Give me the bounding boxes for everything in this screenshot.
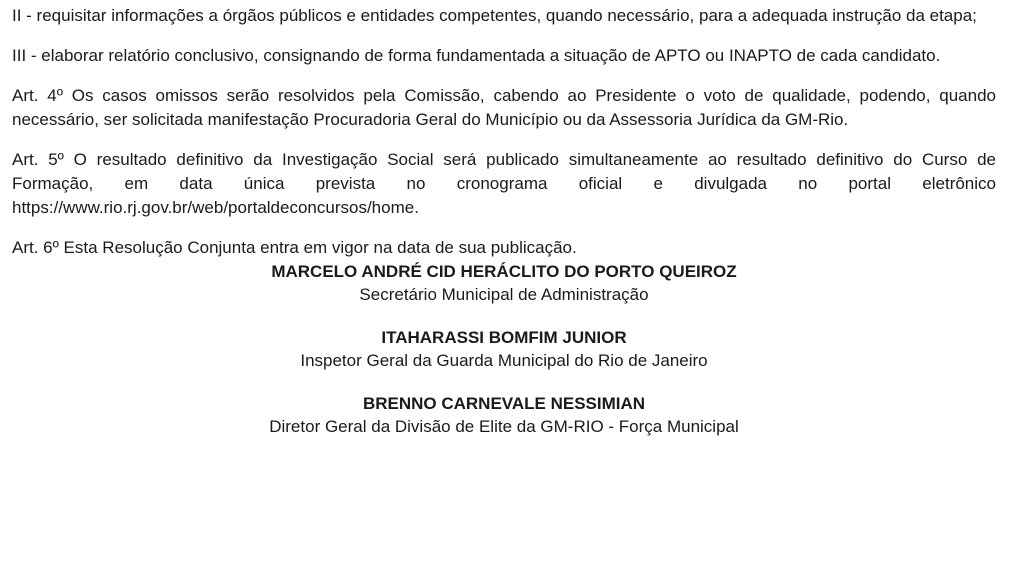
paragraph-item-iii: III - elaborar relatório conclusivo, consignando de forma fundamentada a situação de APTO ou INAPTO de cada candidato.: [12, 46, 941, 65]
signatory-name: ITAHARASSI BOMFIM JUNIOR: [381, 328, 627, 347]
paragraph-art-6: Art. 6º Esta Resolução Conjunta entra em vigor na data de sua publicação.: [12, 238, 577, 257]
document-body: [12, 4, 996, 438]
signatory-role: Secretário Municipal de Administração: [359, 285, 649, 304]
signatory-role: Inspetor Geral da Guarda Municipal do Rio de Janeiro: [300, 351, 708, 370]
paragraph-item-ii: II - requisitar informações a órgãos públicos e entidades competentes, quando necessário, para a adequada instrução da etapa;: [12, 6, 977, 25]
signatory-name: MARCELO ANDRÉ CID HERÁCLITO DO PORTO QUEIROZ: [271, 262, 737, 281]
signature-spacer: [12, 372, 996, 392]
signatory-role: Diretor Geral da Divisão de Elite da GM-RIO - Força Municipal: [269, 417, 739, 436]
signature-spacer: [12, 306, 996, 326]
signature-block: [12, 260, 996, 438]
paragraph-art-4: Art. 4º Os casos omissos serão resolvidos pela Comissão, cabendo ao Presidente o voto de qualidade, podendo, quando necessário, ser solicitada manifestação Procuradoria Geral do Município ou da Assessoria Jurídica da GM-Rio.: [12, 86, 996, 129]
signatory-name: BRENNO CARNEVALE NESSIMIAN: [362, 394, 646, 413]
paragraph-art-5: Art. 5º O resultado definitivo da Investigação Social será publicado simultaneamente ao resultado definitivo do Curso de Formação, em data única prevista no cronograma oficial e divulgada no portal eletrônico https://www.rio.rj.gov.br/web/portaldeconcursos/home.: [12, 150, 996, 217]
